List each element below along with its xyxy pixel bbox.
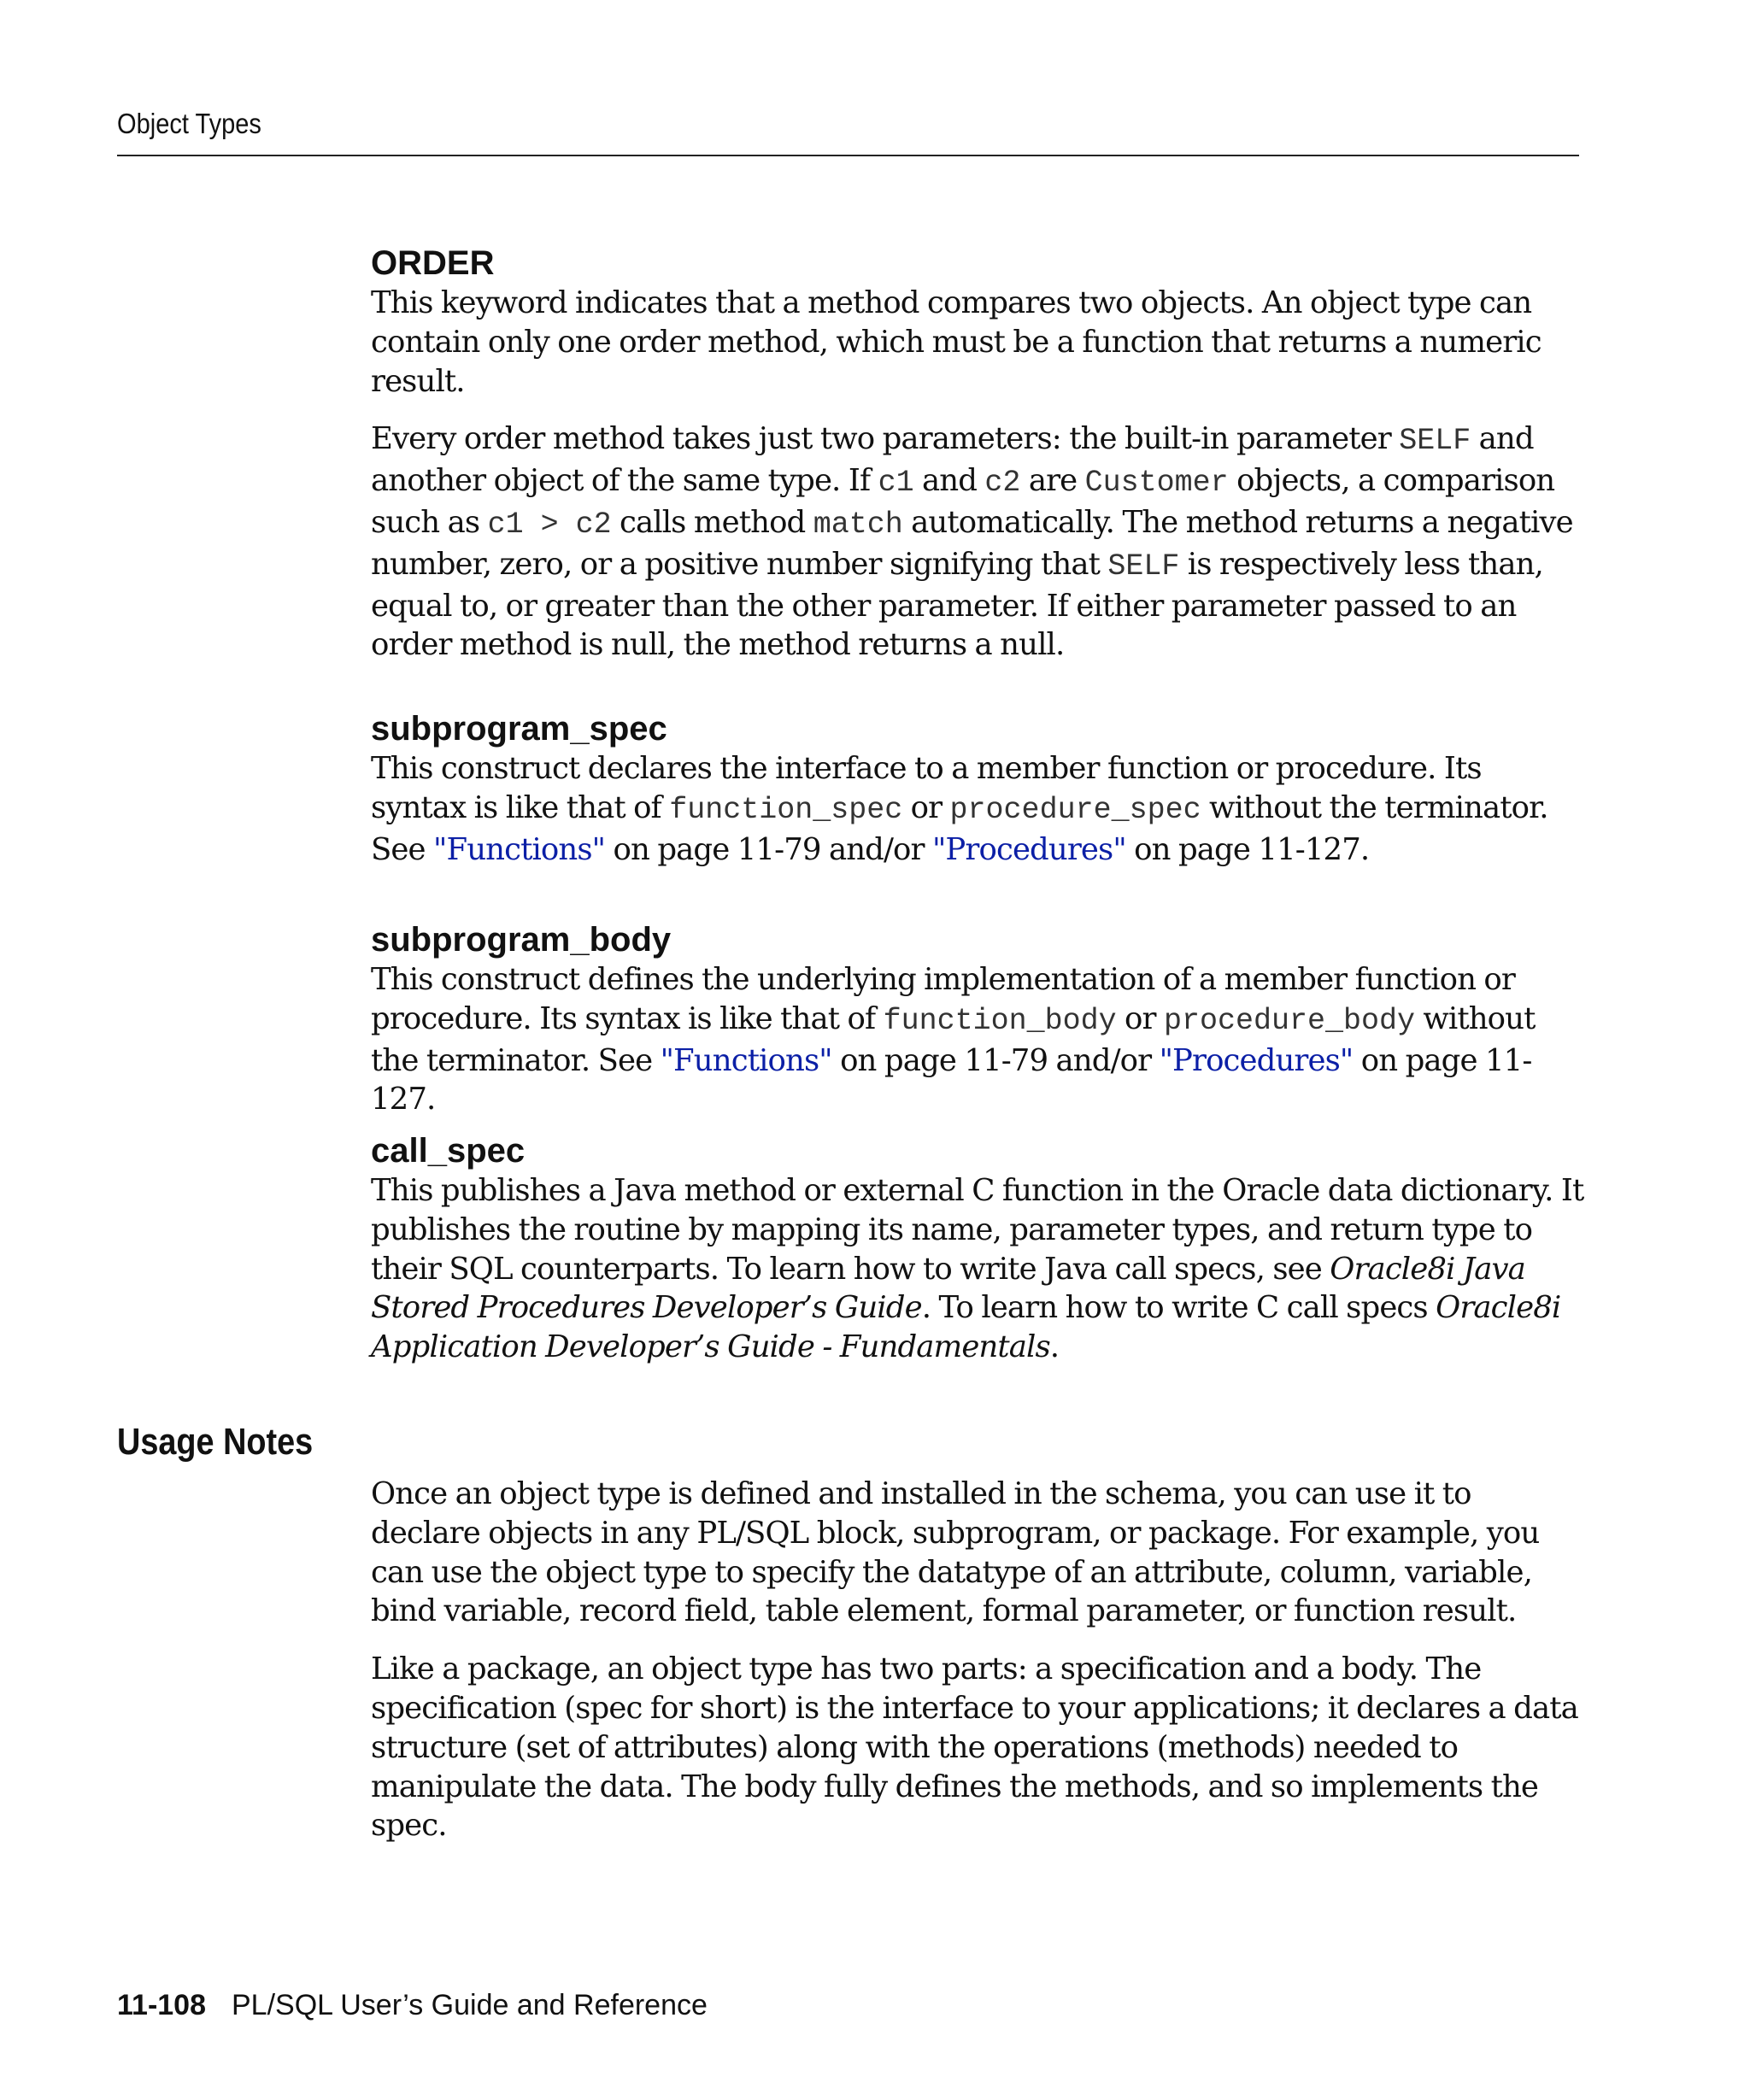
usage-notes-heading: Usage Notes [117,1421,314,1463]
text-run: on page 11-127. [1125,831,1370,867]
functions-link[interactable]: "Functions" [660,1042,832,1078]
procedures-link[interactable]: "Procedures" [932,831,1126,867]
functions-link[interactable]: "Functions" [433,831,606,867]
text-run: without the terminator. See [371,789,1548,867]
page-number: 11-108 [117,1989,206,2021]
usage-notes-paragraph-1: Once an object type is defined and installed in the schema, you can use it to declare objects in any PL/SQL block, subprogram, or package. For example, you can use the object type to specify the datatype of an attribute, column, variable, bind variable, record field, table element, formal parameter, or function result. [371,1476,1540,1629]
call-spec-heading: call_spec [371,1132,526,1170]
text-run: . To learn how to write C call specs [921,1290,1436,1326]
text-run: automatically. The method returns a negative number, zero, or a positive number signifying that [371,504,1573,582]
text-run: Every order method takes just two parameters: the built-in parameter [371,421,1400,457]
code-comparison: c1 > c2 [487,507,612,542]
subprogram-body-paragraph [371,960,1584,1119]
call-spec-section [371,1130,1584,1367]
subprogram-body-section [371,919,1584,1119]
running-header: Object Types [117,108,261,139]
code-c1: c1 [878,466,914,501]
call-spec-paragraph [371,1171,1584,1367]
text-run: calls method [611,504,813,540]
book-title-appdev: Oracle8i Application Developer’s Guide - Fundamentals [371,1290,1561,1365]
order-heading: ORDER [371,244,495,282]
text-run: without the terminator. See [371,1000,1536,1078]
text-run: on page 11-79 and/or [605,831,932,867]
code-procedure-spec: procedure_spec [949,792,1201,827]
code-procedure-body: procedure_body [1163,1003,1415,1038]
text-run: . [1049,1329,1060,1365]
text-run: on page 11-127. [371,1042,1532,1117]
text-run: This publishes a Java method or external C function in the Oracle data dictionary. It publishes the routine by mapping its name, parameter types, and return type to their SQL counterparts. To learn how to write Java call specs, see [371,1173,1584,1287]
text-run: or [1116,1000,1164,1036]
text-run: is respectively less than, equal to, or greater than the other parameter. If either parameter passed to an order method is null, the method returns a null. [371,546,1543,663]
code-match: match [813,507,903,542]
usage-notes-section [371,1475,1584,1845]
text-run: on page 11-79 and/or [831,1042,1160,1078]
text-run: This construct defines the underlying implementation of a member function or procedure. Its syntax is like that of [371,962,1515,1036]
order-paragraph-1: This keyword indicates that a method compares two objects. An object type can contain only one order method, which must be a function that returns a numeric result. [371,285,1542,399]
page-footer [117,1989,708,2022]
text-run: and another object of the same type. If [371,421,1534,499]
subprogram-body-heading: subprogram_body [371,921,672,959]
book-title: PL/SQL User’s Guide and Reference [232,1989,708,2021]
procedures-link[interactable]: "Procedures" [1159,1042,1354,1078]
text-run: are [1020,463,1085,499]
book-title-java: Oracle8i Java Stored Procedures Developer’s Guide [371,1251,1525,1326]
order-section [371,243,1584,665]
text-run: or [902,789,950,825]
subprogram-spec-paragraph [371,749,1584,869]
code-c2: c2 [984,466,1021,501]
order-paragraph-2 [371,419,1584,665]
text-run: and [913,463,985,499]
code-function-spec: function_spec [669,792,903,827]
text-run: objects, a comparison such as [371,463,1555,540]
subprogram-spec-heading: subprogram_spec [371,710,667,748]
code-self: SELF [1399,424,1471,459]
subprogram-spec-section [371,708,1584,869]
code-function-body: function_body [883,1003,1117,1038]
code-self: SELF [1107,548,1180,584]
usage-notes-paragraph-2: Like a package, an object type has two parts: a specification and a body. The specification (spec for short) is the interface to your applications; it declares a data structure (set of attributes) along with the operations (methods) needed to manipulate the data. The body fully defines the methods, and so implements the spec. [371,1651,1578,1844]
code-customer: Customer [1084,466,1229,501]
header-rule [117,155,1579,156]
text-run: This construct declares the interface to a member function or procedure. Its syntax is like that of [371,751,1482,825]
